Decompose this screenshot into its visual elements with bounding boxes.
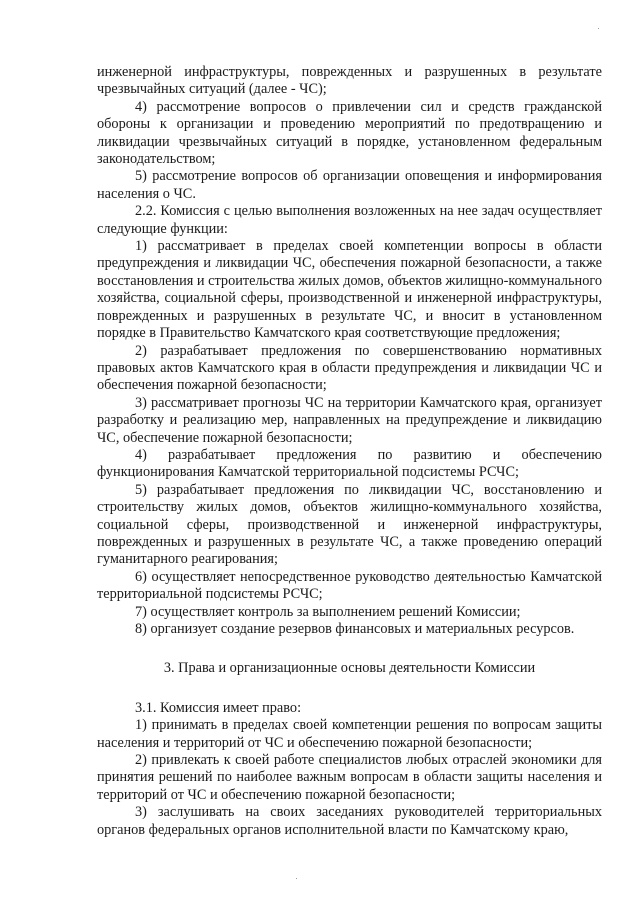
paragraphs-before <box>97 64 602 638</box>
paragraph-function-7: 7) осуществляет контроль за выполнением решений Комиссии; <box>135 603 521 620</box>
paragraph-item-4-civil-defense: 4) рассмотрение вопросов о привлечении сил и средств гражданской обороны к организации и проведению мероприятий по предотвращению и ликвидации чрезвычайных ситуаций в порядке, установленном федеральным законодательством; <box>97 98 602 168</box>
paragraph-function-1: 1) рассматривает в пределах своей компетенции вопросы в области предупреждения и ликвидации ЧС, обеспечения пожарной безопасности, а также восстановления и строительства жилых домов, объектов жилищно-коммунального хозяйства, социальной сферы, производственной и инженерной инфраструктуры, поврежденных и разрушенных в результате ЧС, и вносит в установленном порядке в Правительство Камчатского края соответствующие предложения; <box>97 238 602 342</box>
paragraph-right-1: 1) принимать в пределах своей компетенции решения по вопросам защиты населения и территорий от ЧС и обеспечению пожарной безопасности; <box>97 717 602 751</box>
paragraph-3-1-rights-intro: 3.1. Комиссия имеет право: <box>135 699 302 716</box>
paragraph-right-3: 3) заслушивать на своих заседаниях руководителей территориальных органов федеральных органов исполнительной власти по Камчатскому краю, <box>97 804 602 838</box>
paragraph-function-2: 2) разрабатывает предложения по совершенствованию нормативных правовых актов Камчатского края в области предупреждения и ликвидации ЧС и обеспечения пожарной безопасности; <box>97 342 602 394</box>
scan-speck <box>296 878 297 879</box>
paragraphs-after <box>97 700 602 839</box>
paragraph-right-2: 2) привлекать к своей работе специалистов любых отраслей экономики для принятия решений по наиболее важным вопросам в области защиты населения и территорий от ЧС и обеспечению пожарной безопасности; <box>97 752 602 803</box>
section-heading: 3. Права и организационные основы деятельности Комиссии <box>163 660 536 677</box>
scan-speck <box>598 28 599 29</box>
paragraph-function-8: 8) организует создание резервов финансовых и материальных ресурсов. <box>135 621 575 637</box>
paragraph-function-6: 6) осуществляет непосредственное руководство деятельностью Камчатской территориальной подсистемы РСЧС; <box>97 568 602 603</box>
document-page <box>97 64 602 839</box>
paragraph-function-4: 4) разрабатывает предложения по развитию и обеспечению функционирования Камчатской территориальной подсистемы РСЧС; <box>97 446 602 481</box>
paragraph-continuation: инженерной инфраструктуры, поврежденных и разрушенных в результате чрезвычайных ситуаций (далее - ЧС); <box>97 64 602 98</box>
paragraph-item-5-notification: 5) рассмотрение вопросов об организации оповещения и информирования населения о ЧС. <box>97 168 602 202</box>
paragraph-function-3: 3) рассматривает прогнозы ЧС на территории Камчатского края, организует разработку и реализацию мер, направленных на предупреждение и ликвидацию ЧС, обеспечение пожарной безопасности; <box>97 394 602 446</box>
paragraph-function-5: 5) разрабатывает предложения по ликвидации ЧС, восстановлению и строительству жилых домов, объектов жилищно-коммунального хозяйства, социальной сферы, производственной и инженерной инфраструктуры, поврежденных и разрушенных в результате ЧС, а также проведению операций гуманитарного реагирования; <box>97 481 602 568</box>
paragraph-2-2-functions-intro: 2.2. Комиссия с целью выполнения возложенных на нее задач осуществляет следующие функции: <box>97 203 602 237</box>
